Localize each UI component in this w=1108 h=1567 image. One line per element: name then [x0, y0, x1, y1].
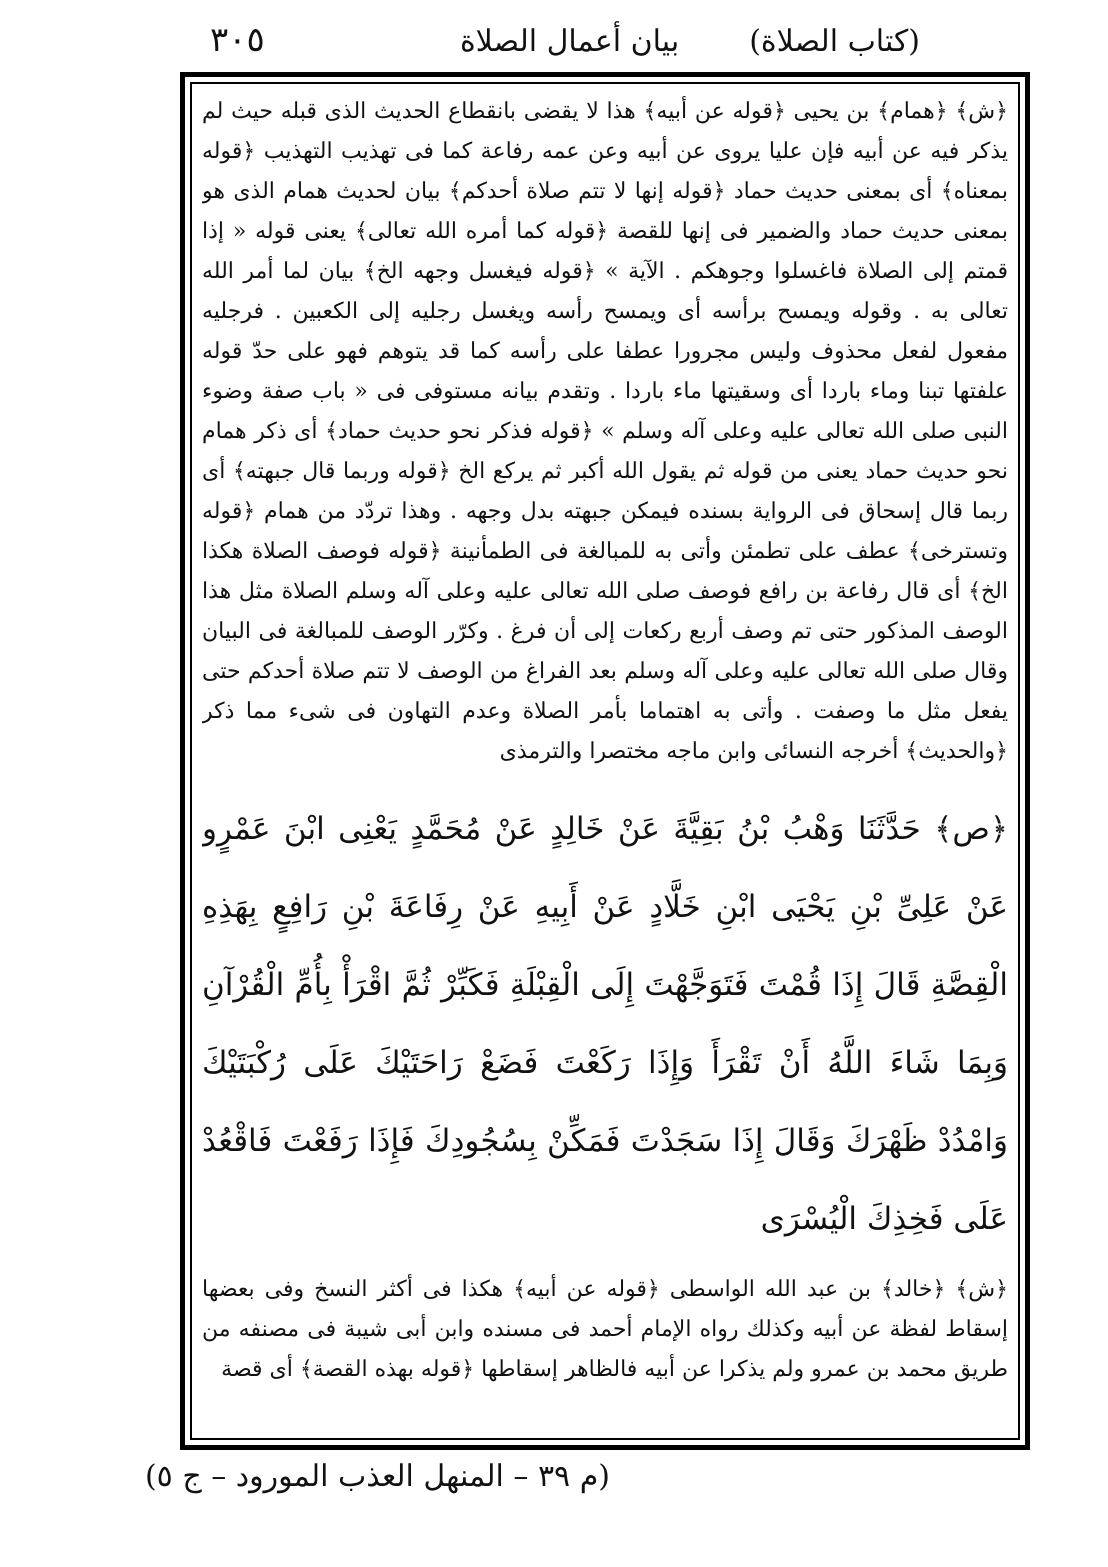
page-number: ٣٠٥ — [210, 20, 265, 60]
footer-signature: (م ٣٩ – المنهل العذب المورود – ج ٥) — [144, 1459, 610, 1494]
book-title: (كتاب الصلاة) — [749, 24, 920, 59]
hadith-text: ﴿ص﴾ حَدَّثَنَا وَهْبُ بْنُ بَقِيَّةَ عَنْ خَالِدٍ عَنْ مُحَمَّدٍ يَعْنِى ابْنَ عَمْرٍو عَنْ عَلِىِّ بْنِ يَحْيَى ابْنِ خَلَّادٍ عَنْ أَبِيهِ عَنْ رِفَاعَةَ بْنِ رَافِعٍ بِهَذِهِ الْقِصَّةِ قَالَ إِذَا قُمْتَ فَتَوَجَّهْتَ إِلَى الْقِبْلَةِ فَكَبِّرْ ثُمَّ اقْرَأْ بِأُمِّ الْقُرْآنِ وَبِمَا شَاءَ اللَّهُ أَنْ تَقْرَأَ وَإِذَا رَكَعْتَ فَضَعْ رَاحَتَيْكَ عَلَى رُكْبَتَيْكَ وَامْدُدْ ظَهْرَكَ وَقَالَ إِذَا سَجَدْتَ فَمَكِّنْ بِسُجُودِكَ فَإِذَا رَفَعْتَ فَاقْعُدْ عَلَى فَخِذِكَ الْيُسْرَى — [202, 811, 1008, 1237]
commentary-paragraph: ﴿ش﴾ ﴿همام﴾ بن يحيى ﴿قوله عن أبيه﴾ هذا لا يقضى بانقطاع الحديث الذى قبله حيث لم يذكر فيه عن أبيه فإن عليا يروى عن أبيه وعن عمه رفاعة كما فى تهذيب التهذيب ﴿قوله بمعناه﴾ أى بمعنى حديث حماد ﴿قوله إنها لا تتم صلاة أحدكم﴾ بيان لحديث همام الذى هو بمعنى حديث حماد والضمير فى إنها للقصة ﴿قوله كما أمره الله تعالى﴾ يعنى قوله « إذا قمتم إلى الصلاة فاغسلوا وجوهكم . الآية » ﴿قوله فيغسل وجهه الخ﴾ بيان لما أمر الله تعالى به . وقوله ويمسح برأسه أى ويمسح رأسه ويغسل رجليه إلى الكعبين . فرجليه مفعول لفعل محذوف وليس مجرورا عطفا على رأسه كما قد يتوهم فهو على حدّ قوله علفتها تبنا وماء باردا أى وسقيتها ماء باردا . وتقدم بيانه مستوفى فى « باب صفة وضوء النبى صلى الله تعالى عليه وعلى آله وسلم » ﴿قوله فذكر نحو حديث حماد﴾ أى ذكر همام نحو حديث حماد يعنى من قوله ثم يقول الله أكبر ثم يركع الخ ﴿قوله وربما قال جبهته﴾ أى ربما قال إسحاق فى الرواية بسنده فيمكن جبهته بدل وجهه . وهذا تردّد من همام ﴿قوله وتسترخى﴾ عطف على تطمئن وأتى به للمبالغة فى الطمأنينة ﴿قوله فوصف الصلاة هكذا الخ﴾ أى قال رفاعة بن رافع فوصف صلى الله تعالى عليه وعلى آله وسلم الصلاة مثل هذا الوصف المذكور حتى تم وصف أربع ركعات إلى أن فرغ . وكرّر الوصف للمبالغة فى البيان وقال صلى الله تعالى عليه وعلى آله وسلم بعد الفراغ من الوصف لا تتم صلاة أحدكم حتى يفعل مثل ما وصفت . وأتى به اهتماما بأمر الصلاة وعدم التهاون فى شىء مما ذكر ﴿والحديث﴾ أخرجه النسائى وابن ماجه مختصرا والترمذى — [202, 99, 1008, 764]
section-title: بيان أعمال الصلاة — [459, 24, 680, 59]
commentary-paragraph-2: ﴿ش﴾ ﴿خالد﴾ بن عبد الله الواسطى ﴿قوله عن أبيه﴾ هكذا فى أكثر النسخ وفى بعضها إسقاط لفظة عن أبيه وكذلك رواه الإمام أحمد فى مسنده وابن أبى شيبة فى مصنفه من طريق محمد بن عمرو ولم يذكرا عن أبيه فالظاهر إسقاطها ﴿قوله بهذه القصة﴾ أى قصة — [202, 1277, 1008, 1382]
page-body — [202, 92, 1008, 1437]
running-header — [200, 22, 920, 62]
